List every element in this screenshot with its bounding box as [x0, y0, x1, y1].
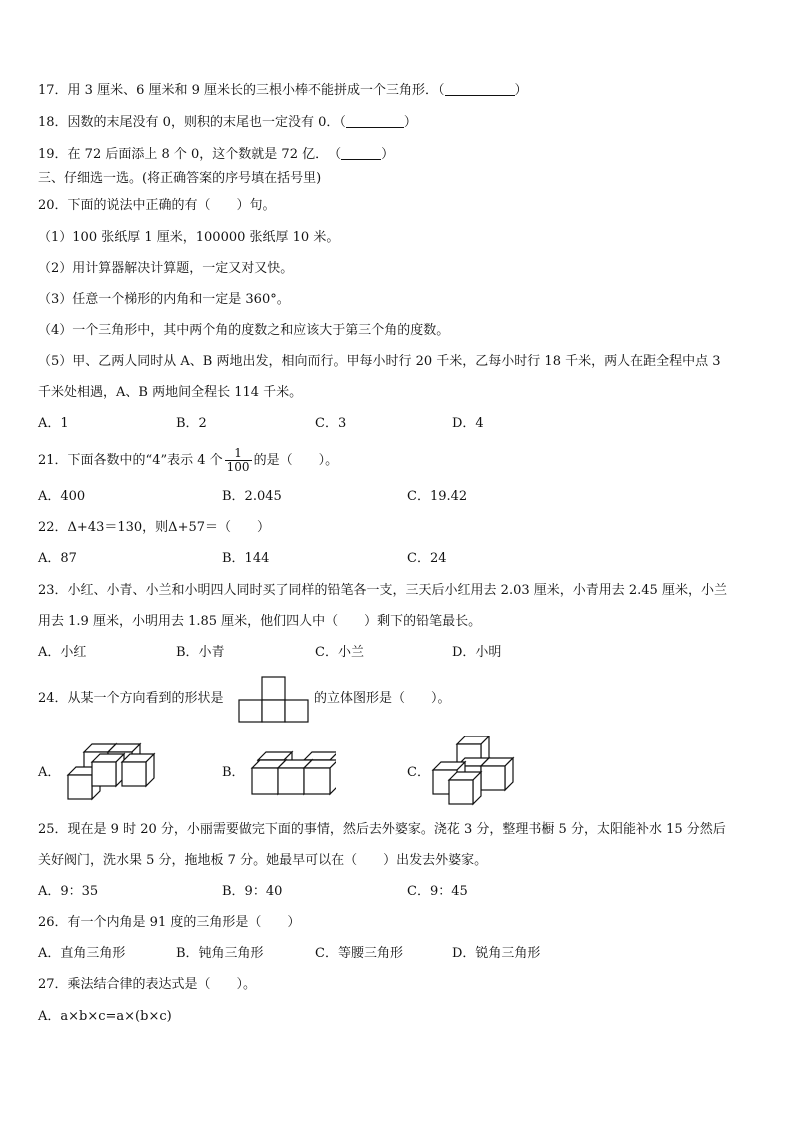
q18-close: ） [403, 115, 417, 130]
q20-option-d[interactable]: D．4 [452, 416, 484, 431]
q23-line-2: 用去 1.9 厘米，小明用去 1.85 厘米，他们四人中（ ）剩下的铅笔最长。 [38, 614, 482, 629]
q20-statement-1: （1）100 张纸厚 1 厘米，100000 张纸厚 10 米。 [38, 230, 340, 245]
option-c-cubes-figure[interactable] [431, 736, 515, 808]
fraction-numerator: 1 [225, 447, 252, 461]
cube [449, 772, 481, 804]
cube [304, 760, 336, 794]
q25-line-1: 25．现在是 9 时 20 分，小丽需要做完下面的事情，然后去外婆家。浇花 3 分，整理书橱 5 分，太阳能补水 15 分然后 [38, 822, 726, 837]
answer-blank[interactable] [341, 147, 381, 160]
q20-option-c[interactable]: C．3 [315, 416, 347, 431]
option-a-cubes-figure[interactable] [66, 742, 156, 802]
cube [481, 758, 513, 790]
option-b-cubes-figure[interactable] [250, 746, 336, 798]
question-18 [38, 115, 417, 131]
q23-option-c[interactable]: C．小兰 [315, 645, 364, 660]
fraction [225, 447, 252, 474]
q19-text: 19．在 72 后面添上 8 个 0，这个数就是 72 亿． （ [38, 147, 342, 162]
section-heading: 三、仔细选一选。(将正确答案的序号填在括号里) [38, 171, 322, 186]
q20-statement-2: （2）用计算器解决计算题，一定又对又快。 [38, 261, 294, 276]
q26-option-a[interactable]: A．直角三角形 [38, 946, 126, 961]
q22-option-b[interactable]: B．144 [222, 551, 270, 566]
q25-line-2: 关好阀门，洗水果 5 分，拖地板 7 分。她最早可以在（ ）出发去外婆家。 [38, 853, 488, 868]
fraction-denominator: 100 [226, 460, 250, 474]
q21-option-b[interactable]: B．2.045 [222, 489, 282, 504]
q20-option-a[interactable]: A．1 [38, 416, 69, 431]
q26-option-c[interactable]: C．等腰三角形 [315, 946, 403, 961]
q17-close: ） [514, 83, 528, 98]
q24-pre: 24．从某一个方向看到的形状是 [38, 691, 224, 706]
q23-option-d[interactable]: D．小明 [452, 645, 502, 660]
q24-post: 的立体图形是（ ）。 [314, 691, 451, 706]
question-17 [38, 83, 528, 99]
answer-blank[interactable] [445, 83, 515, 96]
q22-option-c[interactable]: C．24 [407, 551, 447, 566]
q22-stem: 22．Δ+43＝130，则Δ+57＝（ ） [38, 520, 271, 535]
q23-line-1: 23．小红、小青、小兰和小明四人同时买了同样的铅笔各一支，三天后小红用去 2.03 厘米，小青用去 2.45 厘米，小兰 [38, 583, 727, 598]
q20-statement-5b: 千米处相遇，A、B 两地间全程长 114 千米。 [38, 385, 303, 400]
q25-option-c[interactable]: C．9：45 [407, 884, 468, 899]
cube [122, 754, 154, 786]
q20-statement-4: （4）一个三角形中，其中两个角的度数之和应该大于第三个角的度数。 [38, 323, 450, 338]
q25-option-a[interactable]: A．9：35 [38, 884, 99, 899]
q23-option-a[interactable]: A．小红 [38, 645, 87, 660]
answer-blank[interactable] [346, 115, 404, 128]
q21-post: 的是（ ）。 [253, 453, 339, 468]
q24-option-b[interactable]: B． [222, 765, 245, 780]
q25-option-b[interactable]: B．9：40 [222, 884, 283, 899]
cube [92, 754, 124, 786]
q18-text: 18．因数的末尾没有 0，则积的末尾也一定没有 0．（ [38, 115, 346, 130]
front-view-shape [238, 676, 312, 724]
q20-stem: 20．下面的说法中正确的有（ ）句。 [38, 198, 276, 213]
q20-option-b[interactable]: B．2 [176, 416, 207, 431]
question-21 [38, 446, 338, 476]
question-19 [38, 147, 394, 163]
q24-option-c[interactable]: C． [407, 765, 430, 780]
q22-option-a[interactable]: A．87 [38, 551, 77, 566]
q17-text: 17．用 3 厘米、6 厘米和 9 厘米长的三根小棒不能拼成一个三角形．（ [38, 83, 445, 98]
q21-option-c[interactable]: C．19.42 [407, 489, 468, 504]
q27-stem: 27．乘法结合律的表达式是（ ）。 [38, 977, 257, 992]
q24-option-a[interactable]: A． [38, 765, 61, 780]
q26-stem: 26．有一个内角是 91 度的三角形是（ ） [38, 915, 301, 930]
q21-option-a[interactable]: A．400 [38, 489, 86, 504]
q23-option-b[interactable]: B．小青 [176, 645, 225, 660]
q27-option-a[interactable]: A．a×b×c=a×(b×c) [38, 1009, 172, 1024]
q26-option-d[interactable]: D．锐角三角形 [452, 946, 541, 961]
q20-statement-5a: （5）甲、乙两人同时从 A、B 两地出发，相向而行。甲每小时行 20 千米，乙每小时行 18 千米，两人在距全程中点 3 [38, 354, 721, 369]
q20-statement-3: （3）任意一个梯形的内角和一定是 360°。 [38, 292, 290, 307]
q19-close: ） [381, 147, 395, 162]
q26-option-b[interactable]: B．钝角三角形 [176, 946, 264, 961]
q21-pre: 21．下面各数中的“4”表示 4 个 [38, 453, 223, 468]
